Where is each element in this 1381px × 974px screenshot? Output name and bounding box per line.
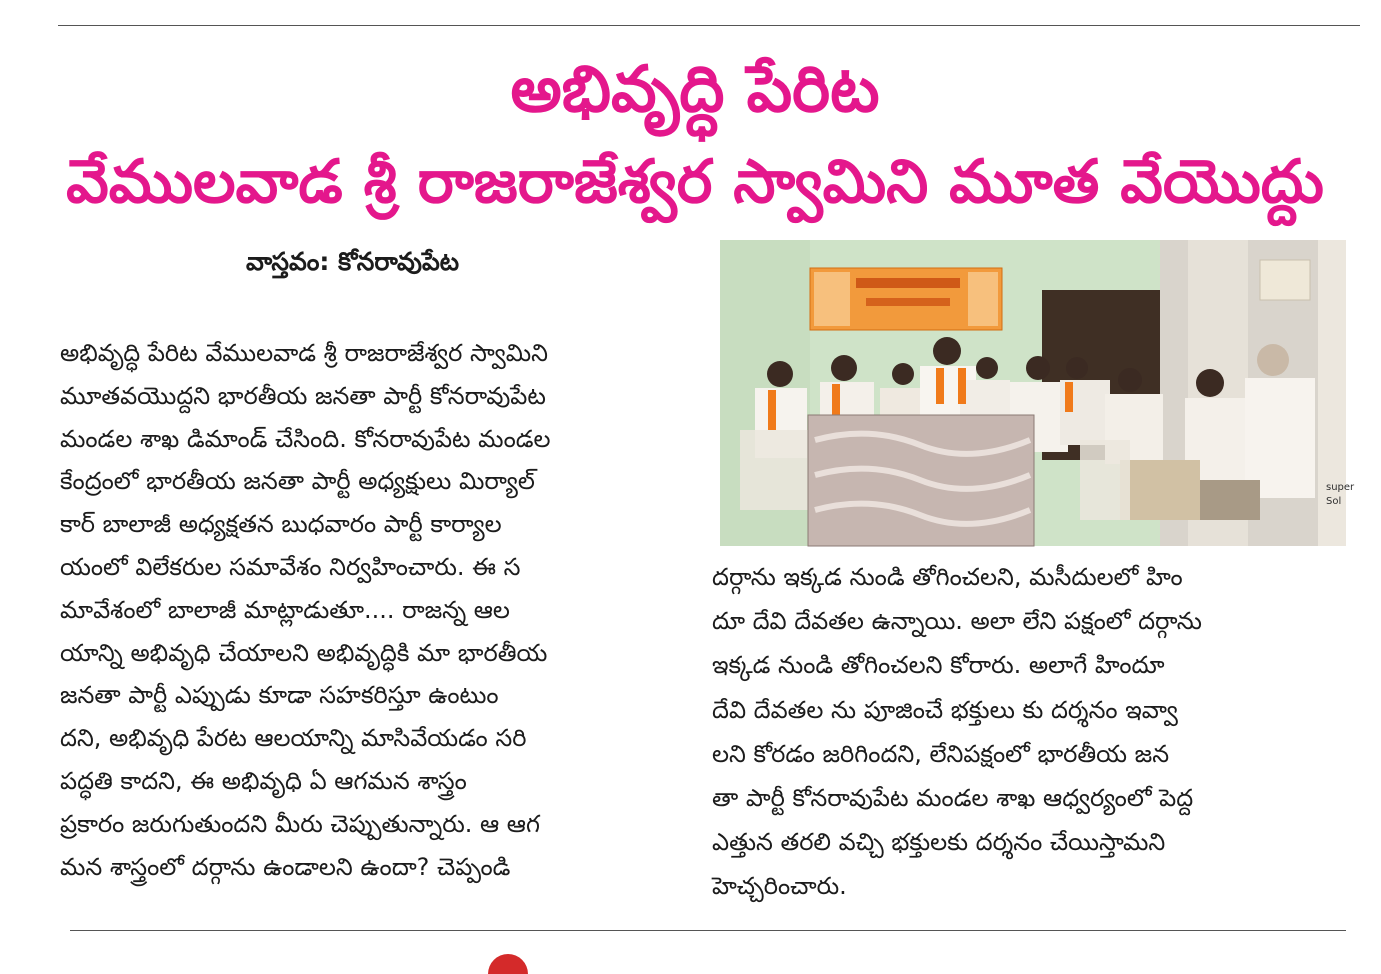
text-line: ఇక్కడ నుండి తోగించలని కోరారు. అలాగే హిందూ xyxy=(712,651,1165,680)
article-column-right xyxy=(712,555,1352,909)
text-line: కేంద్రంలో భారతీయ జనతా పార్టీ అధ్యక్షులు మిర్యాల్ xyxy=(60,467,535,496)
text-line: యంలో విలేకరుల సమావేశం నిర్వహించారు. ఈ స xyxy=(60,552,521,581)
text-line: దేవి దేవతల ను పూజించే భక్తులు కు దర్శనం ఇవ్వా xyxy=(712,695,1178,724)
article-column-left xyxy=(60,332,690,888)
text-line: హెచ్చరించారు. xyxy=(712,872,847,901)
text-line: ఎత్తున తరలి వచ్చి భక్తులకు దర్శనం చేయిస్తామని xyxy=(712,828,1166,857)
text-line: దర్గాను ఇక్కడ నుండి తోగించలని, మసీదులలో హిం xyxy=(712,563,1183,591)
logo-mark-partial xyxy=(488,954,528,974)
dateline: వాస్తవం: కోనరావుపేట xyxy=(246,247,460,276)
bottom-rule xyxy=(70,930,1346,931)
headline-line-1: అభివృద్ధి పేరిట xyxy=(510,53,880,127)
text-line: తా పార్టీ కోనరావుపేట మండల శాఖ ఆధ్వర్యంలో పెద్ద xyxy=(712,784,1194,813)
text-line: దూ దేవి దేవతల ఉన్నాయి. అలా లేని పక్షంలో దర్గాను xyxy=(712,607,1202,636)
text-line: అభివృద్ధి పేరిట వేములవాడ శ్రీ రాజరాజేశ్వర స్వామిని xyxy=(60,339,548,367)
text-line: లని కోరడం జరిగిందని, లేనిపక్షంలో భారతీయ జన xyxy=(712,739,1170,768)
text-line: మూతవయొద్దని భారతీయ జనతా పార్టీ కోనరావుపేట xyxy=(60,381,546,410)
box-label: super xyxy=(1326,482,1355,493)
text-line: కార్ బాలాజీ అధ్యక్షతన బుధవారం పార్టీ కార్యాల xyxy=(60,510,502,539)
headline-line-2: వేములవాడ శ్రీ రాజరాజేశ్వర స్వామిని మూత వేయొద్దు xyxy=(66,147,1324,217)
press-meet-photo xyxy=(720,240,1355,546)
top-rule xyxy=(58,25,1360,26)
text-line: మన శాస్త్రంలో దర్గాను ఉండాలని ఉందా? చెప్పండి xyxy=(60,852,511,881)
text-line: జనతా పార్టీ ఎప్పుడు కూడా సహకరిస్తూ ఉంటుం xyxy=(60,681,499,710)
text-line: మండల శాఖ డిమాండ్ చేసింది. కోనరావుపేట మండల xyxy=(60,424,551,453)
text-line: యాన్ని అభివృధి చేయాలని అభివృద్ధికి మా భారతీయ xyxy=(60,638,548,667)
text-line: దని, అభివృధి పేరట ఆలయాన్ని మాసివేయడం సరి xyxy=(60,724,527,753)
press-meet-illustration xyxy=(720,240,1355,546)
text-line: పద్ధతి కాదని, ఈ అభివృధి ఏ ఆగమన శాస్త్రం xyxy=(60,766,467,795)
text-line: మావేశంలో బాలాజీ మాట్లాడుతూ.... రాజన్న ఆల xyxy=(60,595,510,624)
box-label-2: Sol xyxy=(1326,496,1342,507)
text-line: ప్రకారం జరుగుతుందని మీరు చెప్పుతున్నారు. ఆ ఆగ xyxy=(60,809,540,838)
